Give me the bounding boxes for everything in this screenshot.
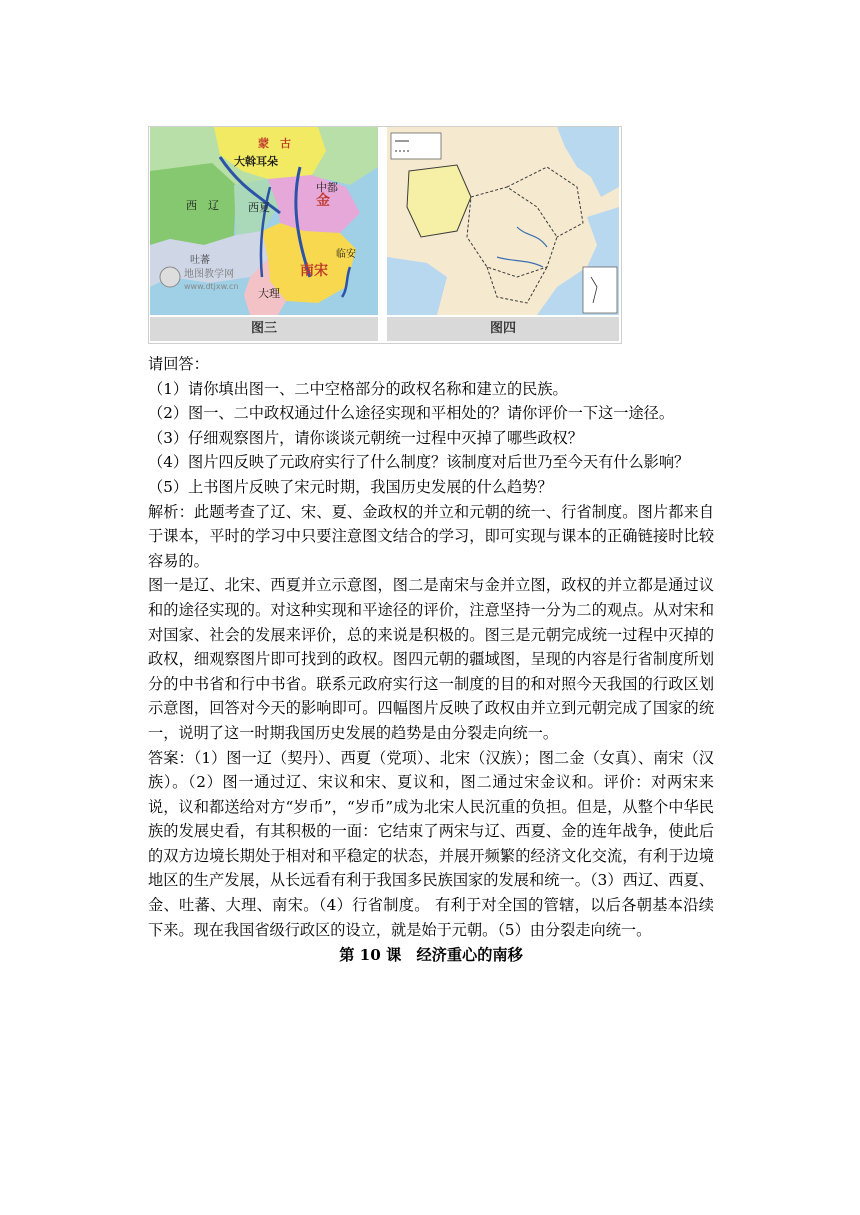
jin-label: 金 bbox=[316, 193, 330, 209]
western-liao-label: 西 辽 bbox=[186, 199, 219, 212]
analysis-paragraph-2: 图一是辽、北宋、西夏并立示意图，图二是南宋与金并立图，政权的并立都是通过议和的途径实现的。对这种实现和平途径的评价，注意坚持一分为二的观点。从对宋和对国家、社会的发展来评价，总的来说是积极的。图三是元朝完成统一过程中灭掉的政权，细观察图片即可找到的政权。图四元朝的疆域图，呈现的内容是行省制度所划分的中书省和行中书省。联系元政府实行这一制度的目的和对照今天我国的行政区划示意图，回答对今天的影响即可。四幅图片反映了政权由并立到元朝完成了国家的统一，说明了这一时期我国历史发展的趋势是由分裂走向统一。 bbox=[148, 576, 714, 742]
dali-label: 大理 bbox=[258, 287, 280, 300]
caption-figure-four: 图四 bbox=[387, 317, 619, 341]
watermark-url: www.dtjxw.cn bbox=[184, 282, 239, 291]
legend-box bbox=[391, 133, 441, 159]
inset-box bbox=[583, 267, 617, 313]
prompt-line: 请回答： bbox=[148, 355, 209, 373]
question-1: （1）请你填出图一、二中空格部分的政权名称和建立的民族。 bbox=[148, 379, 568, 398]
question-text-block bbox=[148, 352, 714, 968]
lesson-title: 第 10 课 经济重心的南移 bbox=[339, 946, 523, 965]
question-4: （4）图片四反映了元政府实行了什么制度？该制度对后世乃至今天有什么影响？ bbox=[148, 453, 690, 472]
map-figure-four bbox=[387, 127, 619, 315]
yuan-conquest-map bbox=[150, 127, 378, 315]
mongol-label: 蒙 古 bbox=[258, 137, 291, 150]
watermark-logo bbox=[160, 267, 180, 287]
western-xia-label: 西夏 bbox=[248, 201, 270, 214]
question-2: （2）图一、二中政权通过什么途径实现和平相处的？请你评价一下这一途径。 bbox=[148, 404, 675, 423]
question-3: （3）仔细观察图片，请你谈谈元朝统一过程中灭掉了哪些政权？ bbox=[148, 428, 583, 447]
southern-song-label: 南宋 bbox=[300, 263, 328, 279]
caption-figure-three: 图三 bbox=[150, 317, 378, 341]
map-figure-three bbox=[150, 127, 378, 315]
analysis-paragraph: 解析：此题考查了辽、宋、夏、金政权的并立和元朝的统一、行省制度。图片都来自于课本，平时的学习中只要注意图文结合的学习，即可实现与课本的正确链接时比较容易的。 bbox=[148, 502, 714, 570]
answer-paragraph: 答案：（1）图一辽（契丹）、西夏（党项）、北宋（汉族）；图二金（女真）、南宋（汉族）。（2）图一通过辽、宋议和宋、夏议和，图二通过宋金议和。评价：对两宋来说，议和都送给对方“岁币”，“岁币”成为北宋人民沉重的负担。但是，从整个中华民族的发展史看，有其积极的一面：它结束了两宋与辽、西夏、金的连年战争，使此后的双方边境长期处于相对和平稳定的状态，并展开频繁的经济文化交流，有利于边境地区的生产发展，从长远看有利于我国多民族国家的发展和统一。（3）西辽、西夏、金、吐蕃、大理、南宋。（4）行省制度。 有利于对全国的管辖，以后各朝基本沿续下来。现在我国省级行政区的设立，就是始于元朝。（5）由分裂走向统一。 bbox=[148, 748, 714, 939]
question-5: （5）上书图片反映了宋元时期，我国历史发展的什么趋势？ bbox=[148, 477, 553, 496]
karakorum-label: 大斡耳朵 bbox=[234, 155, 278, 168]
watermark-text: 地图教学网 bbox=[184, 269, 234, 280]
yuan-province-map bbox=[387, 127, 619, 315]
linan-label: 临安 bbox=[336, 249, 356, 260]
zhongdu-label: 中都 bbox=[316, 181, 338, 194]
tubo-label: 吐蕃 bbox=[190, 255, 210, 266]
figure-strip bbox=[148, 126, 622, 344]
